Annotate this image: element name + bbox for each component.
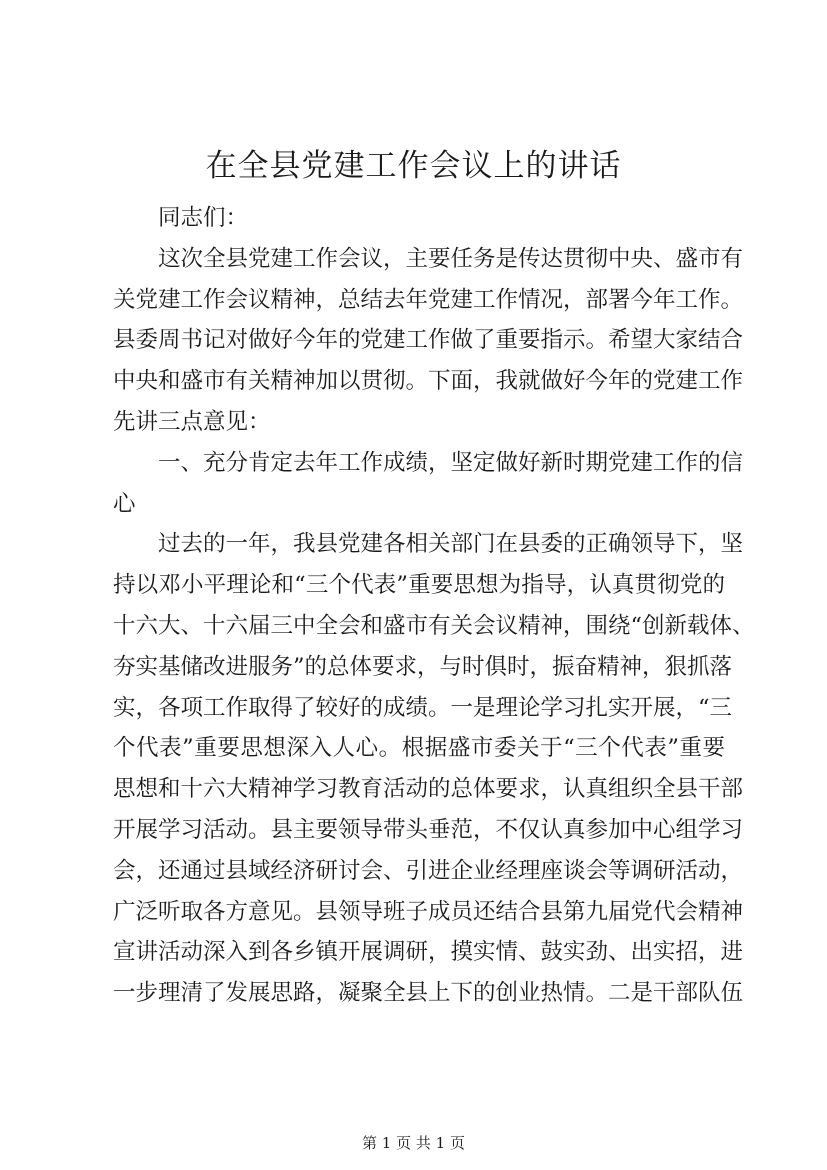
paragraph-line: 关党建工作会议精神，总结去年党建工作情况，部署今年工作。 [113, 286, 744, 313]
paragraph-line: 一、充分肯定去年工作成绩，坚定做好新时期党建工作的信 [158, 449, 744, 476]
paragraph-line: 县委周书记对做好今年的党建工作做了重要指示。希望大家结合 [113, 327, 744, 354]
paragraph-line: 心 [113, 490, 136, 517]
paragraph-line: 个代表”重要思想深入人心。根据盛市委关于“三个代表”重要 [113, 735, 725, 762]
document-title: 在全县党建工作会议上的讲话 [205, 148, 622, 184]
paragraph-line: 持以邓小平理论和“三个代表”重要思想为指导，认真贯彻党的 [113, 572, 725, 599]
paragraph-line: 中央和盛市有关精神加以贯彻。下面，我就做好今年的党建工作 [113, 368, 744, 395]
paragraph-line: 开展学习活动。县主要领导带头垂范，不仅认真参加中心组学习 [113, 816, 744, 843]
paragraph-line: 夯实基储改进服务”的总体要求，与时俱时，振奋精神，狠抓落 [113, 653, 733, 680]
paragraph-line: 先讲三点意见： [113, 408, 271, 435]
paragraph-line: 过去的一年，我县党建各相关部门在县委的正确领导下，坚 [158, 531, 744, 558]
paragraph-line: 一步理清了发展思路，凝聚全县上下的创业热情。二是干部队伍 [113, 980, 744, 1007]
document-body [113, 198, 755, 1014]
paragraph-line: 思想和十六大精神学习教育活动的总体要求，认真组织全县干部 [113, 776, 744, 803]
page-footer: 第 1 页 共 1 页 [362, 1134, 465, 1152]
paragraph-line: 宣讲活动深入到各乡镇开展调研，摸实情、鼓实劲、出实招，进 [113, 939, 744, 966]
paragraph-line: 十六大、十六届三中全会和盛市有关会议精神，围绕“创新载体、 [113, 612, 755, 639]
paragraph-line: 实，各项工作取得了较好的成绩。一是理论学习扎实开展，“三 [113, 694, 733, 721]
paragraph-line: 同志们： [158, 205, 249, 231]
paragraph-line: 广泛听取各方意见。县领导班子成员还结合县第九届党代会精神 [113, 898, 744, 925]
paragraph-line: 会，还通过县域经济研讨会、引进企业经理座谈会等调研活动， [113, 857, 744, 884]
paragraph-line: 这次全县党建工作会议，主要任务是传达贯彻中央、盛市有 [158, 245, 744, 272]
